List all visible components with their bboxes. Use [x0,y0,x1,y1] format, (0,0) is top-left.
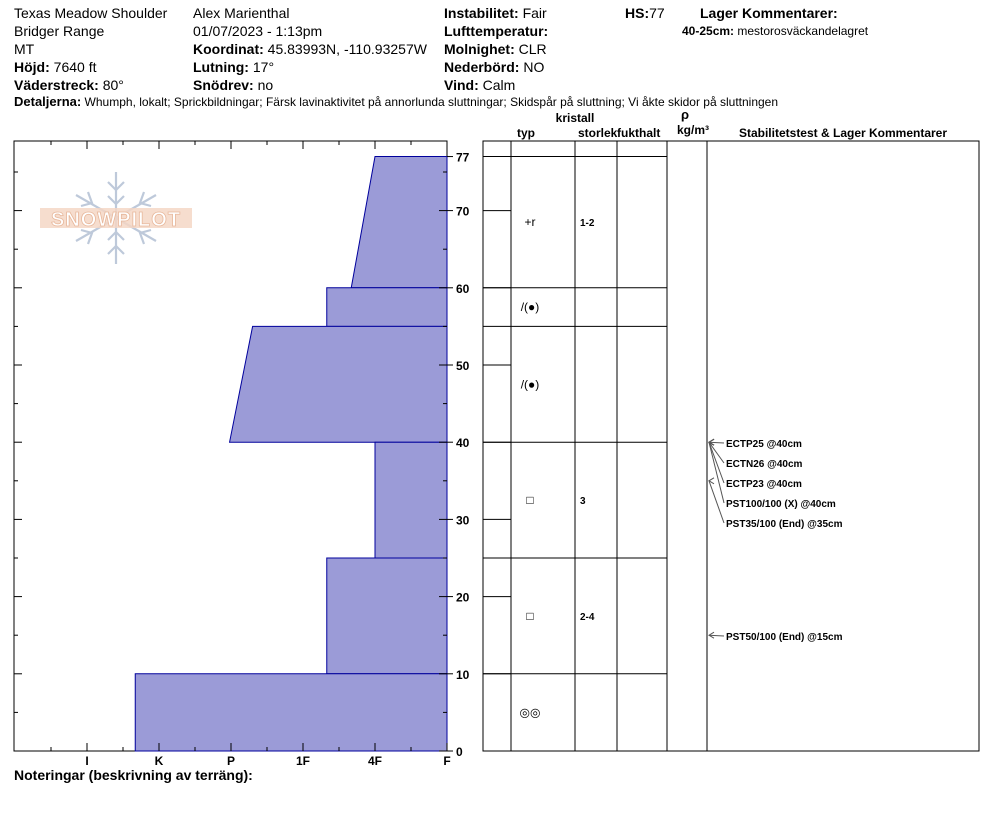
drift-label: Snödrev: [193,77,254,93]
col-header-rho: ρ [680,107,690,122]
grain-size-value: 1-2 [580,218,595,230]
stability-test-label: ECTP23 @40cm [726,479,802,490]
hardness-layers [135,157,447,751]
stability-test-label: ECTP25 @40cm [726,439,802,450]
precip-label: Nederbörd: [444,59,520,75]
x-tick-label: P [226,754,236,768]
x-tick-label: I [85,754,89,768]
observation-datetime: 01/07/2023 - 1:13pm [193,23,323,39]
col-header-size: storlek [578,126,618,140]
stability-arrow [709,481,724,523]
instability-value: Fair [522,5,547,21]
hardness-layer-1 [327,288,447,327]
col-header-density-unit: kg/m³ [676,123,710,137]
col-header-type: typ [517,126,535,140]
clouds-value: CLR [518,41,547,57]
grain-type-symbol: +r [524,215,536,230]
y-tick-label: 77 [456,150,470,165]
stability-tests [709,439,843,643]
details-label: Detaljerna: [14,94,82,109]
y-tick-label: 10 [456,667,470,682]
stability-test-label: ECTN26 @40cm [726,459,803,470]
y-tick-label: 60 [456,281,470,296]
layer-comment-range: 40-25cm: [682,24,735,38]
grain-type-symbol: /(●) [520,300,540,315]
col-header-stability: Stabilitetstest & Lager Kommentarer [738,126,948,140]
hs-value: 77 [649,5,665,21]
x-tick-label: K [154,754,164,768]
stability-arrow [709,442,724,503]
x-tick-label: 1F [295,754,311,768]
grain-size-value: 2-4 [580,611,595,623]
hardness-layer-4 [327,558,447,674]
details-text: Whumph, lokalt; Sprickbildningar; Färsk lavinaktivitet på annorlunda sluttningar; Skidspår på sluttning; Vi åkte skidor på sluttningen [84,95,779,109]
grain-type-symbol: □ [526,493,534,508]
x-tick-label: 4F [367,754,383,768]
aspect-value: 80° [102,77,124,93]
y-tick-label: 50 [456,359,470,373]
grain-size-value: 3 [580,496,586,508]
coord-value: 45.83993N, -110.93257W [267,41,427,57]
aspect-label: Väderstreck: [14,77,99,93]
elevation-value: 7640 ft [53,59,97,75]
drift-value: no [257,77,274,93]
layer-comment-text: mestorosväckandelagret [737,24,869,38]
layer-comments-title: Lager Kommentarer: [700,5,838,21]
hs-label: HS: [625,5,650,21]
stability-test-label: PST50/100 (End) @15cm [726,632,843,643]
grain-type-symbol: ◎◎ [519,705,541,720]
precip-value: NO [523,59,545,75]
col-header-crystal: kristall [555,111,595,125]
airtemp-label: Lufttemperatur: [444,23,549,39]
y-tick-label: 20 [456,590,470,605]
slope-label: Lutning: [193,59,249,75]
observer-name: Alex Marienthal [193,5,290,21]
x-tick-label: F [443,754,451,768]
elevation-label: Höjd: [14,59,50,75]
y-tick-label: 0 [456,745,463,759]
instability-label: Instabilitet: [444,5,519,21]
logo-text: SNOWPILOT [50,209,182,231]
y-tick-label: 70 [456,204,470,219]
col-header-moisture: fukthalt [617,126,661,140]
stability-test-label: PST35/100 (End) @35cm [726,519,843,530]
wind-value: Calm [482,77,516,93]
notes-label: Noteringar (beskrivning av terräng): [14,767,253,783]
stability-test-label: PST100/100 (X) @40cm [726,499,836,510]
state-name: MT [14,41,35,57]
coord-label: Koordinat: [193,41,264,57]
grain-type-symbol: /(●) [520,377,540,392]
y-tick-label: 30 [456,513,470,528]
hardness-layer-2 [230,326,447,442]
y-tick-label: 40 [456,436,470,451]
stability-arrow [709,442,724,483]
hardness-layer-3 [375,442,447,558]
wind-label: Vind: [444,77,479,93]
grain-type-symbol: □ [526,608,534,623]
slope-value: 17° [252,59,275,75]
stability-arrow [709,635,724,636]
hardness-layer-0 [351,157,447,288]
location-name: Texas Meadow Shoulder [14,5,168,21]
hardness-layer-5 [135,674,447,751]
range-name: Bridger Range [14,23,105,39]
clouds-label: Molnighet: [444,41,515,57]
stability-arrow [709,442,724,443]
